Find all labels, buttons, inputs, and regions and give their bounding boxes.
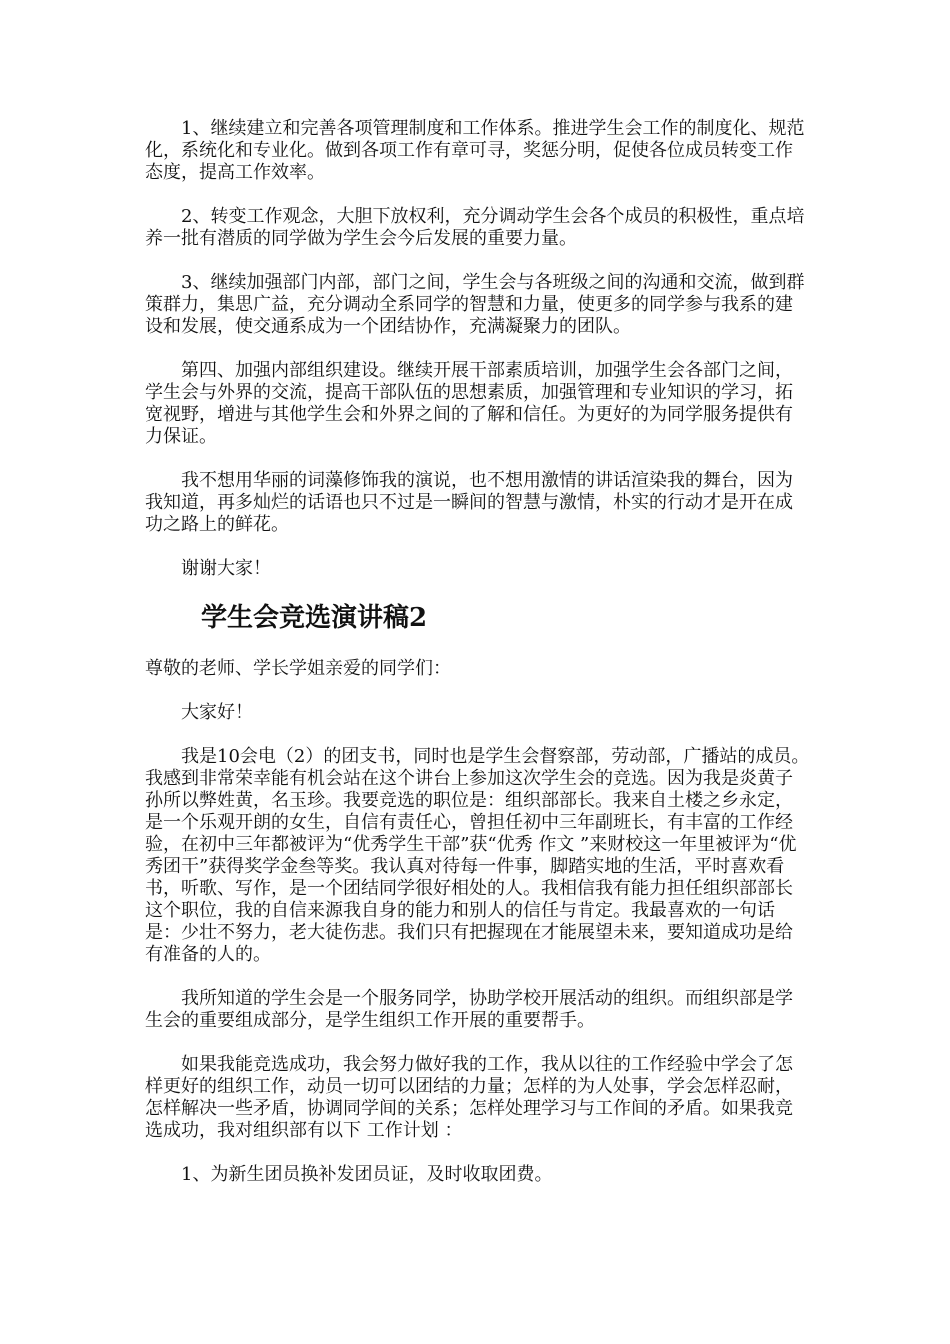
paragraph-student-union-role: 我所知道的学生会是一个服务同学，协助学校开展活动的组织。而组织部是学生会的重要组成部分，是学生组织工作开展的重要帮手。 [145, 988, 793, 1031]
paragraph-work-plan-intro: 如果我能竞选成功，我会努力做好我的工作，我从以往的工作经验中学会了怎样更好的组织工作，动员一切可以团结的力量；怎样的为人处事，学会怎样忍耐，怎样解决一些矛盾，协调同学间的关系；怎样处理学习与工作间的矛盾。如果我竞选成功，我对组织部有以下 工作计划 ： [145, 1054, 793, 1141]
paragraph-thanks: 谢谢大家！ [181, 558, 271, 579]
paragraph-internal-organization: 第四、加强内部组织建设。继续开展干部素质培训，加强学生会各部门之间，学生会与外界的交流，提高干部队伍的思想素质，加强管理和专业知识的学习，拓宽视野，增进与其他学生会和外界之间的了解和信任。为更好的为同学服务提供有力保证。 [145, 360, 793, 447]
paragraph-work-concept: 2、转变工作观念，大胆下放权利，充分调动学生会各个成员的积极性，重点培养一批有潜质的同学做为学生会今后发展的重要力量。 [145, 206, 805, 249]
paragraph-communication: 3、继续加强部门内部，部门之间，学生会与各班级之间的沟通和交流，做到群策群力，集思广益，充分调动全系同学的智慧和力量，使更多的同学参与我系的建设和发展，使交通系成为一个团结协作，充满凝聚力的团队。 [145, 272, 805, 337]
greeting: 大家好！ [181, 702, 253, 723]
paragraph-closing-remarks: 我不想用华丽的词藻修饰我的演说，也不想用激情的讲话渲染我的舞台，因为我知道，再多灿烂的话语也只不过是一瞬间的智慧与激情，朴实的行动才是开在成功之路上的鲜花。 [145, 470, 793, 535]
paragraph-management-system: 1、继续建立和完善各项管理制度和工作体系。推进学生会工作的制度化、规范化，系统化和专业化。做到各项工作有章可寻，奖惩分明，促使各位成员转变工作态度，提高工作效率。 [145, 118, 805, 183]
paragraph-plan-item-1: 1、为新生团员换补发团员证，及时收取团费。 [181, 1164, 553, 1185]
paragraph-self-introduction: 我是10会电（2）的团支书，同时也是学生会督察部，劳动部，广播站的成员。我感到非常荣幸能有机会站在这个讲台上参加这次学生会的竞选。因为我是炎黄子孙所以弊姓黄，名玉珍。我要竞选的职位是：组织部部长。我来自土楼之乡永定，是一个乐观开朗的女生，自信有责任心，曾担任初中三年副班长，有丰富的工作经验，在初中三年都被评为“优秀学生干部”获“优秀 作文 ”来财校这一年里被评为“优秀团干”获得奖学金叁等奖。我认真对待每一件事，脚踏实地的生活，平时喜欢看书，听歌、写作，是一个团结同学很好相处的人。我相信我有能力担任组织部部长这个职位，我的自信来源我自身的能力和别人的信任与肯定。我最喜欢的一句话是：少壮不努力，老大徒伤悲。我们只有把握现在才能展望未来，要知道成功是给有准备的人的。 [145, 746, 810, 965]
section-heading: 学生会竞选演讲稿2 [201, 603, 428, 633]
salutation: 尊敬的老师、学长学姐亲爱的同学们： [145, 658, 451, 679]
